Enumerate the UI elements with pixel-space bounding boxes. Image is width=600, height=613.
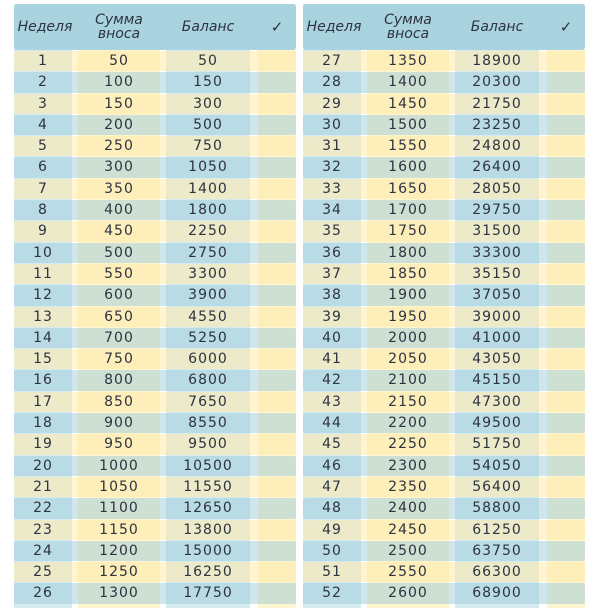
balance-cell: 41000: [472, 329, 522, 346]
check-cell[interactable]: [547, 562, 583, 582]
balance-cell: 45150: [472, 372, 522, 389]
table-row: [14, 349, 296, 369]
amount-cell: 800: [104, 372, 134, 389]
amount-cell: 1600: [388, 159, 428, 176]
balance-cell: 12650: [183, 500, 233, 517]
table-half-weeks-27-52: [303, 4, 585, 608]
check-cell[interactable]: [547, 157, 583, 177]
balance-cell: 68900: [472, 585, 522, 602]
balance-cell: 63750: [472, 542, 522, 559]
table-row: [14, 115, 296, 135]
check-cell[interactable]: [258, 179, 294, 199]
table-row: [303, 562, 585, 582]
week-cell: 28: [322, 74, 342, 91]
balance-cell: 54050: [472, 457, 522, 474]
amount-cell: 200: [104, 116, 134, 133]
week-cell: 22: [33, 500, 53, 517]
week-cell: 29: [322, 95, 342, 112]
week-cell: 23: [33, 521, 53, 538]
table-row: [303, 157, 585, 177]
check-cell[interactable]: [258, 72, 294, 92]
week-cell: 7: [38, 180, 48, 197]
week-cell: 4: [38, 116, 48, 133]
amount-cell: 700: [104, 329, 134, 346]
check-cell[interactable]: [258, 456, 294, 476]
balance-cell: 3300: [188, 265, 228, 282]
amount-cell: 2200: [388, 415, 428, 432]
amount-cell: 2600: [388, 585, 428, 602]
check-cell[interactable]: [258, 498, 294, 518]
amount-cell: 450: [104, 223, 134, 240]
check-cell[interactable]: [547, 307, 583, 327]
balance-cell: 8550: [188, 415, 228, 432]
amount-cell: 1150: [99, 521, 139, 538]
table-row: [14, 264, 296, 284]
table-row: [14, 413, 296, 433]
balance-cell: 61250: [472, 521, 522, 538]
amount-cell: 400: [104, 202, 134, 219]
amount-cell: 750: [104, 351, 134, 368]
balance-cell: 300: [193, 95, 223, 112]
check-cell[interactable]: [258, 264, 294, 284]
check-cell[interactable]: [258, 157, 294, 177]
check-cell[interactable]: [547, 221, 583, 241]
check-cell[interactable]: [258, 307, 294, 327]
balance-cell: 10500: [183, 457, 233, 474]
week-cell: 34: [322, 202, 342, 219]
week-cell: 51: [322, 564, 342, 581]
amount-cell: 1800: [388, 244, 428, 261]
balance-cell: 33300: [472, 244, 522, 261]
week-cell: 18: [33, 415, 53, 432]
table-row: [303, 179, 585, 199]
amount-cell: 1850: [388, 265, 428, 282]
table-header: [14, 4, 296, 50]
table-row: [303, 434, 585, 454]
week-cell: 14: [33, 329, 53, 346]
table-row: [14, 179, 296, 199]
balance-cell: 1800: [188, 202, 228, 219]
table-row: [14, 434, 296, 454]
check-cell[interactable]: [258, 562, 294, 582]
check-cell[interactable]: [258, 349, 294, 369]
week-cell: 32: [322, 159, 342, 176]
amount-cell: 1250: [99, 564, 139, 581]
header-week: Неделя: [17, 19, 73, 35]
amount-cell: 2100: [388, 372, 428, 389]
amount-cell: 1350: [388, 53, 428, 69]
balance-cell: 1400: [188, 180, 228, 197]
balance-cell: 43050: [472, 351, 522, 368]
balance-cell: 15000: [183, 542, 233, 559]
amount-cell: 2500: [388, 542, 428, 559]
week-cell: 37: [322, 265, 342, 282]
table-row: [14, 370, 296, 390]
week-cell: 11: [33, 265, 53, 282]
amount-cell: 1900: [388, 287, 428, 304]
week-cell: 16: [33, 372, 53, 389]
check-cell[interactable]: [547, 477, 583, 497]
amount-cell: 1400: [388, 74, 428, 91]
amount-cell: 1000: [99, 457, 139, 474]
amount-cell: 850: [104, 393, 134, 410]
check-cell[interactable]: [258, 370, 294, 390]
check-cell[interactable]: [258, 115, 294, 135]
table-row: [14, 392, 296, 412]
table-row: [14, 498, 296, 518]
check-cell[interactable]: [547, 392, 583, 412]
check-cell[interactable]: [547, 349, 583, 369]
amount-cell: 1750: [388, 223, 428, 240]
check-cell[interactable]: [258, 136, 294, 156]
balance-cell: 17750: [183, 585, 233, 602]
balance-cell: 9500: [188, 436, 228, 453]
balance-cell: 49500: [472, 415, 522, 432]
header-amount: [367, 4, 449, 50]
table-row: [14, 285, 296, 305]
week-cell: 46: [322, 457, 342, 474]
week-cell: 17: [33, 393, 53, 410]
week-cell: 27: [322, 53, 342, 69]
amount-cell: 2350: [388, 478, 428, 495]
check-cell[interactable]: [547, 51, 583, 71]
check-cell[interactable]: [258, 520, 294, 540]
check-cell[interactable]: [258, 477, 294, 497]
header-week: Неделя: [306, 19, 362, 35]
week-cell: 44: [322, 415, 342, 432]
amount-cell: 350: [104, 180, 134, 197]
table-row: [303, 520, 585, 540]
table-row: [14, 243, 296, 263]
table-row: [303, 200, 585, 220]
balance-cell: 500: [193, 116, 223, 133]
amount-cell: 250: [104, 138, 134, 155]
check-cell[interactable]: [547, 541, 583, 561]
table-row: [14, 477, 296, 497]
check-cell[interactable]: [258, 434, 294, 454]
check-cell[interactable]: [258, 583, 294, 603]
balance-cell: 24800: [472, 138, 522, 155]
table-row: [303, 243, 585, 263]
week-cell: 15: [33, 351, 53, 368]
table-row: [14, 72, 296, 92]
rows-right: [303, 51, 585, 605]
week-cell: 49: [322, 521, 342, 538]
amount-cell: 1650: [388, 180, 428, 197]
table-row: [303, 392, 585, 412]
amount-cell: 900: [104, 415, 134, 432]
table-row: [14, 541, 296, 561]
check-cell[interactable]: [547, 434, 583, 454]
amount-cell: 1700: [388, 202, 428, 219]
week-cell: 42: [322, 372, 342, 389]
balance-cell: 23250: [472, 116, 522, 133]
check-cell[interactable]: [547, 370, 583, 390]
amount-cell: 2400: [388, 500, 428, 517]
balance-cell: 18900: [472, 53, 522, 69]
amount-cell: 50: [109, 53, 129, 69]
balance-cell: 150: [193, 74, 223, 91]
balance-cell: 50: [198, 53, 218, 69]
table-row: [14, 221, 296, 241]
week-cell: 30: [322, 116, 342, 133]
check-cell[interactable]: [258, 392, 294, 412]
table-half-weeks-1-26: [14, 4, 296, 608]
week-cell: 47: [322, 478, 342, 495]
table-row: [303, 583, 585, 603]
week-cell: 2: [38, 74, 48, 91]
table-row: [303, 221, 585, 241]
week-cell: 39: [322, 308, 342, 325]
balance-cell: 28050: [472, 180, 522, 197]
check-cell[interactable]: [547, 520, 583, 540]
table-row: [303, 413, 585, 433]
amount-cell: 550: [104, 265, 134, 282]
table-row: [14, 200, 296, 220]
amount-cell: 1550: [388, 138, 428, 155]
week-cell: 1: [38, 53, 48, 69]
check-cell[interactable]: [547, 115, 583, 135]
check-cell[interactable]: [547, 285, 583, 305]
balance-cell: 6800: [188, 372, 228, 389]
balance-cell: 56400: [472, 478, 522, 495]
week-cell: 24: [33, 542, 53, 559]
balance-cell: 4550: [188, 308, 228, 325]
balance-cell: 66300: [472, 564, 522, 581]
balance-cell: 39000: [472, 308, 522, 325]
balance-cell: 5250: [188, 329, 228, 346]
table-row: [14, 51, 296, 71]
table-row: [14, 520, 296, 540]
amount-cell: 2300: [388, 457, 428, 474]
check-cell[interactable]: [547, 243, 583, 263]
table-row: [14, 328, 296, 348]
amount-cell: 2150: [388, 393, 428, 410]
week-cell: 41: [322, 351, 342, 368]
table-row: [14, 307, 296, 327]
week-cell: 45: [322, 436, 342, 453]
amount-cell: 1450: [388, 95, 428, 112]
amount-cell: 1300: [99, 585, 139, 602]
balance-cell: 51750: [472, 436, 522, 453]
check-cell[interactable]: [258, 541, 294, 561]
check-cell[interactable]: [547, 72, 583, 92]
table-row: [14, 157, 296, 177]
balance-cell: 29750: [472, 202, 522, 219]
table-row: [303, 307, 585, 327]
check-cell[interactable]: [258, 328, 294, 348]
week-cell: 13: [33, 308, 53, 325]
amount-cell: 2550: [388, 564, 428, 581]
week-cell: 6: [38, 159, 48, 176]
check-cell[interactable]: [547, 328, 583, 348]
table-row: [303, 72, 585, 92]
savings-table: [14, 4, 586, 608]
balance-cell: 2250: [188, 223, 228, 240]
check-cell[interactable]: [547, 456, 583, 476]
week-cell: 36: [322, 244, 342, 261]
table-header: [303, 4, 585, 50]
header-balance: Баланс: [181, 19, 235, 35]
check-cell[interactable]: [258, 200, 294, 220]
amount-cell: 1950: [388, 308, 428, 325]
header-amount-line1: Сумма: [384, 12, 432, 28]
amount-cell: 950: [104, 436, 134, 453]
balance-cell: 16250: [183, 564, 233, 581]
amount-cell: 1200: [99, 542, 139, 559]
amount-cell: 150: [104, 95, 134, 112]
rows-left: [14, 51, 296, 605]
check-cell[interactable]: [547, 200, 583, 220]
week-cell: 25: [33, 564, 53, 581]
header-amount-line1: Сумма: [95, 12, 143, 28]
balance-cell: 6000: [188, 351, 228, 368]
checkmark-icon: ✓: [559, 18, 573, 36]
check-cell[interactable]: [547, 413, 583, 433]
amount-cell: 2050: [388, 351, 428, 368]
balance-cell: 35150: [472, 265, 522, 282]
amount-cell: 650: [104, 308, 134, 325]
amount-cell: 1050: [99, 478, 139, 495]
header-amount-line2: вноса: [386, 26, 430, 42]
amount-cell: 1500: [388, 116, 428, 133]
check-cell[interactable]: [547, 136, 583, 156]
table-row: [14, 583, 296, 603]
balance-cell: 21750: [472, 95, 522, 112]
table-row: [303, 328, 585, 348]
balance-cell: 26400: [472, 159, 522, 176]
check-cell[interactable]: [258, 94, 294, 114]
check-cell[interactable]: [258, 51, 294, 71]
amount-cell: 100: [104, 74, 134, 91]
week-cell: 50: [322, 542, 342, 559]
table-row: [303, 115, 585, 135]
week-cell: 38: [322, 287, 342, 304]
balance-cell: 1050: [188, 159, 228, 176]
amount-cell: 1100: [99, 500, 139, 517]
check-cell[interactable]: [547, 583, 583, 603]
table-row: [303, 477, 585, 497]
table-row: [303, 498, 585, 518]
week-cell: 52: [322, 585, 342, 602]
header-amount-line2: вноса: [97, 26, 141, 42]
week-cell: 35: [322, 223, 342, 240]
balance-cell: 3900: [188, 287, 228, 304]
table-row: [14, 136, 296, 156]
balance-cell: 58800: [472, 500, 522, 517]
week-cell: 48: [322, 500, 342, 517]
week-cell: 19: [33, 436, 53, 453]
amount-cell: 300: [104, 159, 134, 176]
check-cell[interactable]: [547, 264, 583, 284]
table-row: [14, 94, 296, 114]
balance-cell: 37050: [472, 287, 522, 304]
week-cell: 43: [322, 393, 342, 410]
table-row: [303, 349, 585, 369]
week-cell: 20: [33, 457, 53, 474]
header-balance: Баланс: [470, 19, 524, 35]
week-cell: 21: [33, 478, 53, 495]
check-cell[interactable]: [547, 179, 583, 199]
balance-cell: 2750: [188, 244, 228, 261]
balance-cell: 31500: [472, 223, 522, 240]
check-cell[interactable]: [258, 221, 294, 241]
week-cell: 9: [38, 223, 48, 240]
check-cell[interactable]: [258, 413, 294, 433]
balance-cell: 20300: [472, 74, 522, 91]
amount-cell: 2000: [388, 329, 428, 346]
table-row: [303, 51, 585, 71]
check-cell[interactable]: [258, 285, 294, 305]
check-cell[interactable]: [547, 498, 583, 518]
table-row: [14, 562, 296, 582]
header-amount: [78, 4, 160, 50]
table-row: [303, 285, 585, 305]
checkmark-icon: ✓: [270, 18, 284, 36]
table-row: [303, 94, 585, 114]
week-cell: 8: [38, 202, 48, 219]
table-row: [303, 541, 585, 561]
table-row: [303, 370, 585, 390]
week-cell: 40: [322, 329, 342, 346]
amount-cell: 2450: [388, 521, 428, 538]
balance-cell: 13800: [183, 521, 233, 538]
amount-cell: 2250: [388, 436, 428, 453]
amount-cell: 500: [104, 244, 134, 261]
week-cell: 5: [38, 138, 48, 155]
table-row: [303, 456, 585, 476]
week-cell: 33: [322, 180, 342, 197]
week-cell: 3: [38, 95, 48, 112]
week-cell: 31: [322, 138, 342, 155]
table-row: [303, 264, 585, 284]
balance-cell: 47300: [472, 393, 522, 410]
balance-cell: 750: [193, 138, 223, 155]
check-cell[interactable]: [258, 243, 294, 263]
balance-cell: 11550: [183, 478, 233, 495]
amount-cell: 600: [104, 287, 134, 304]
table-row: [14, 456, 296, 476]
table-row: [303, 136, 585, 156]
balance-cell: 7650: [188, 393, 228, 410]
week-cell: 10: [33, 244, 53, 261]
week-cell: 26: [33, 585, 53, 602]
check-cell[interactable]: [547, 94, 583, 114]
week-cell: 12: [33, 287, 53, 304]
